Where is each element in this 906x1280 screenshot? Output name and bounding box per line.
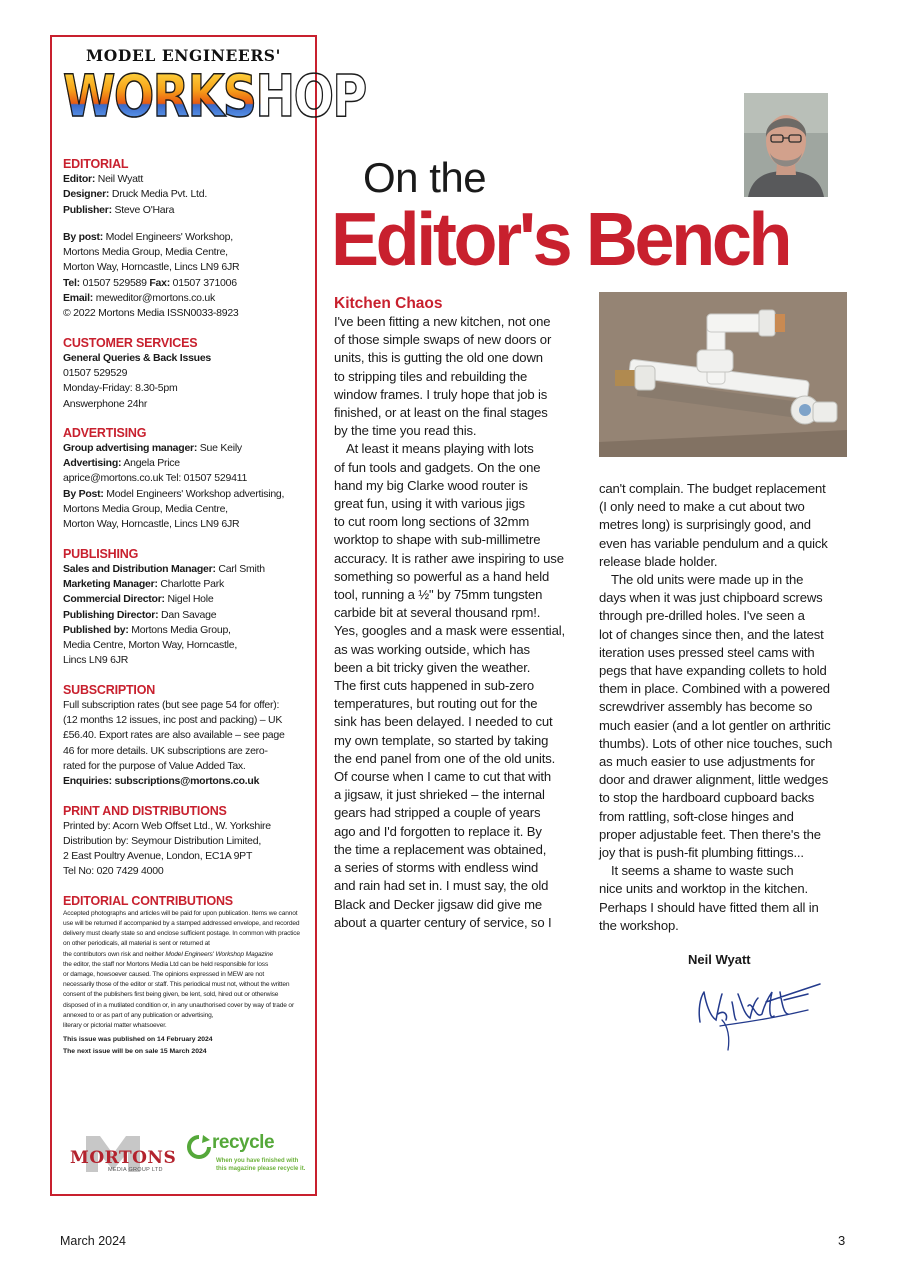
author-byline: Neil Wyatt xyxy=(688,952,751,967)
customer-services-section: CUSTOMER SERVICES General Queries & Back Issues 01507 529529 Monday-Friday: 8.30-5pm Answerphone 24hr xyxy=(63,336,304,412)
section-title: CUSTOMER SERVICES xyxy=(63,335,198,350)
advertising-section: ADVERTISING Group advertising manager: Sue Keily Advertising: Angela Price aprice@mortons.co.uk Tel: 01507 529411 By Post: Model Engineers' Workshop advertising, Mortons Media Group, Media Centre, Morton Way, Horncastle, Lincs LN9 6JR xyxy=(63,426,304,533)
publish-dates: This issue was published on 14 February 2024 The next issue will be on sale 15 March 2024 xyxy=(63,1036,213,1056)
article-column-1: I've been fitting a new kitchen, not one of those simple swaps of new doors or units, this is gutting the old one down to stripping tiles and rebuilding the window frames. I truly hope that job is finished, or at least on the final stages by the time you read this. At least it means playing with lots of fun tools and gadgets. On the one hand my big Clarke wood router is great fun, using it with various jigs to cut room long sections of 32mm worktop to shape with sub-millimetre accuracy. It is rather awe inspiring to use something so powerful as a hand held tool, running a ½" by 75mm tungsten carbide bit at several thousand rpm!. Yes, googles and a mask were essential, as was working outside, which has been a bit tricky given the weather. The first cuts happened in sub-zero temperatures, but routing out for the sink has been delayed. I needed to cut my own template, so started by taking the end panel from one of the old units. Of course when I came to cut that with a jigsaw, it just shrieked – the internal gears had stripped a couple of years ago and I'd forgotten to replace it. By the time a replacement was obtained, a series of storms with endless wind and rain had set in. I must say, the old Black and Decker jigsaw did give me about a quarter century of service, so I xyxy=(334,314,565,930)
article-subhead: Kitchen Chaos xyxy=(334,295,443,312)
subscription-section: SUBSCRIPTION Full subscription rates (but see page 54 for offer): (12 months 12 issues, inc post and packing) – UK £56.40. Export rates are also available – see page 46 for more details. UK subscriptions are zero- rated for the purpose of Value Added Tax. Enquiries: subscriptions@mortons.co.uk xyxy=(63,683,304,790)
section-title: EDITORIAL CONTRIBUTIONS xyxy=(63,893,233,908)
issue-date: March 2024 xyxy=(60,1234,127,1248)
contributions-disclaimer: Accepted photographs and articles will be paid for upon publication. Items we cannot use will be returned if accompanied by a stamped addressed envelope, and recorded delivery must clearly state so and enclose sufficient postage. In common with practice on other periodicals, all material is sent or returned at the contributors own risk and neither Model Engineers' Workshop Magazine the editor, the staff nor Mortons Media Ltd can be held responsible for loss or damage, howsoever caused. The opinions expressed in MEW are not necessarily those of the editor or staff. This periodical must not, without the written consent of the publishers first being given, be lent, sold, hired out or otherwise disposed of in a mutilated condition or, in any unauthorised cover by way of trade or annexed to or as part of any publication or advertising, literary or pictorial matter whatsoever. xyxy=(63,909,300,1029)
recycle-icon xyxy=(186,1134,212,1160)
subscriptions-email[interactable]: subscriptions@mortons.co.uk xyxy=(114,775,260,788)
editorial-contributions-section xyxy=(63,894,304,1058)
plumbing-fittings-photo xyxy=(599,292,847,457)
headline-kicker: On the xyxy=(363,154,487,201)
editorial-section: EDITORIAL Editor: Neil Wyatt Designer: Druck Media Pvt. Ltd. Publisher: Steve O'Hara By post: Model Engineers' Workshop, Mortons Media Group, Media Centre, Morton Way, Horncastle, Lincs LN9 6JR Tel: 01507 529589 Fax: 01507 371006 Email: meweditor@mortons.co.uk © 2022 Mortons Media ISSN0033-8923 xyxy=(63,157,304,322)
logo-top-text: MODEL ENGINEERS' xyxy=(86,46,281,65)
article-column-2: can't complain. The budget replacement (I only need to make a cut about two metres long) is surprisingly good, and even has variable pendulum and a quick release blade holder. The old units were made up in the days when it was just chipboard screws through pre-drilled holes. I've seen a lot of changes since then, and the latest iteration uses pressed steel cams with pegs that have expanding collets to hold them in place. Combined with a powered screwdriver assembly has become so much easier (and a lot gentler on arthritic thumbs). Lots of other nice touches, such as much easier to use adjustments for door and drawer alignment, little wedges to stop the hardboard cupboard backs from rattling, soft-close hinges and proper adjustable feet. Then there's the joy that is push-fit plumbing fittings... It seems a shame to waste such nice units and worktop in the kitchen. Perhaps I should have fitted them all in the workshop. xyxy=(599,481,833,933)
print-distribution-section: PRINT AND DISTRIBUTIONS Printed by: Acorn Web Offset Ltd., W. Yorkshire Distribution by: Seymour Distribution Limited, 2 East Poultry Avenue, London, EC1A 9PT Tel No: 020 7429 4000 xyxy=(63,804,304,880)
page-title: Editor's Bench xyxy=(331,197,790,281)
section-title: ADVERTISING xyxy=(63,425,147,440)
section-title: PUBLISHING xyxy=(63,546,139,561)
mortons-logo: MORTONS MEDIA GROUP LTD xyxy=(70,1134,174,1178)
section-title: SUBSCRIPTION xyxy=(63,682,156,697)
section-title: PRINT AND DISTRIBUTIONS xyxy=(63,803,227,818)
editor-portrait xyxy=(744,93,828,197)
logo-main-text: WORKSHOP xyxy=(63,62,366,130)
editor-email[interactable]: meweditor@mortons.co.uk xyxy=(95,292,215,305)
publishing-section: PUBLISHING Sales and Distribution Manager: Carl Smith Marketing Manager: Charlotte Park Commercial Director: Nigel Hole Publishing Director: Dan Savage Published by: Mortons Media Group, Media Centre, Morton Way, Horncastle, Lincs LN9 6JR xyxy=(63,547,304,669)
page-number: 3 xyxy=(838,1233,846,1248)
magazine-logo xyxy=(63,46,366,139)
recycle-badge: recycle When you have finished with this magazine please recycle it. xyxy=(186,1132,310,1180)
publisher-badges xyxy=(70,1132,310,1182)
section-title: EDITORIAL xyxy=(63,157,129,171)
masthead-panel xyxy=(50,35,366,1196)
author-signature xyxy=(688,970,828,1058)
